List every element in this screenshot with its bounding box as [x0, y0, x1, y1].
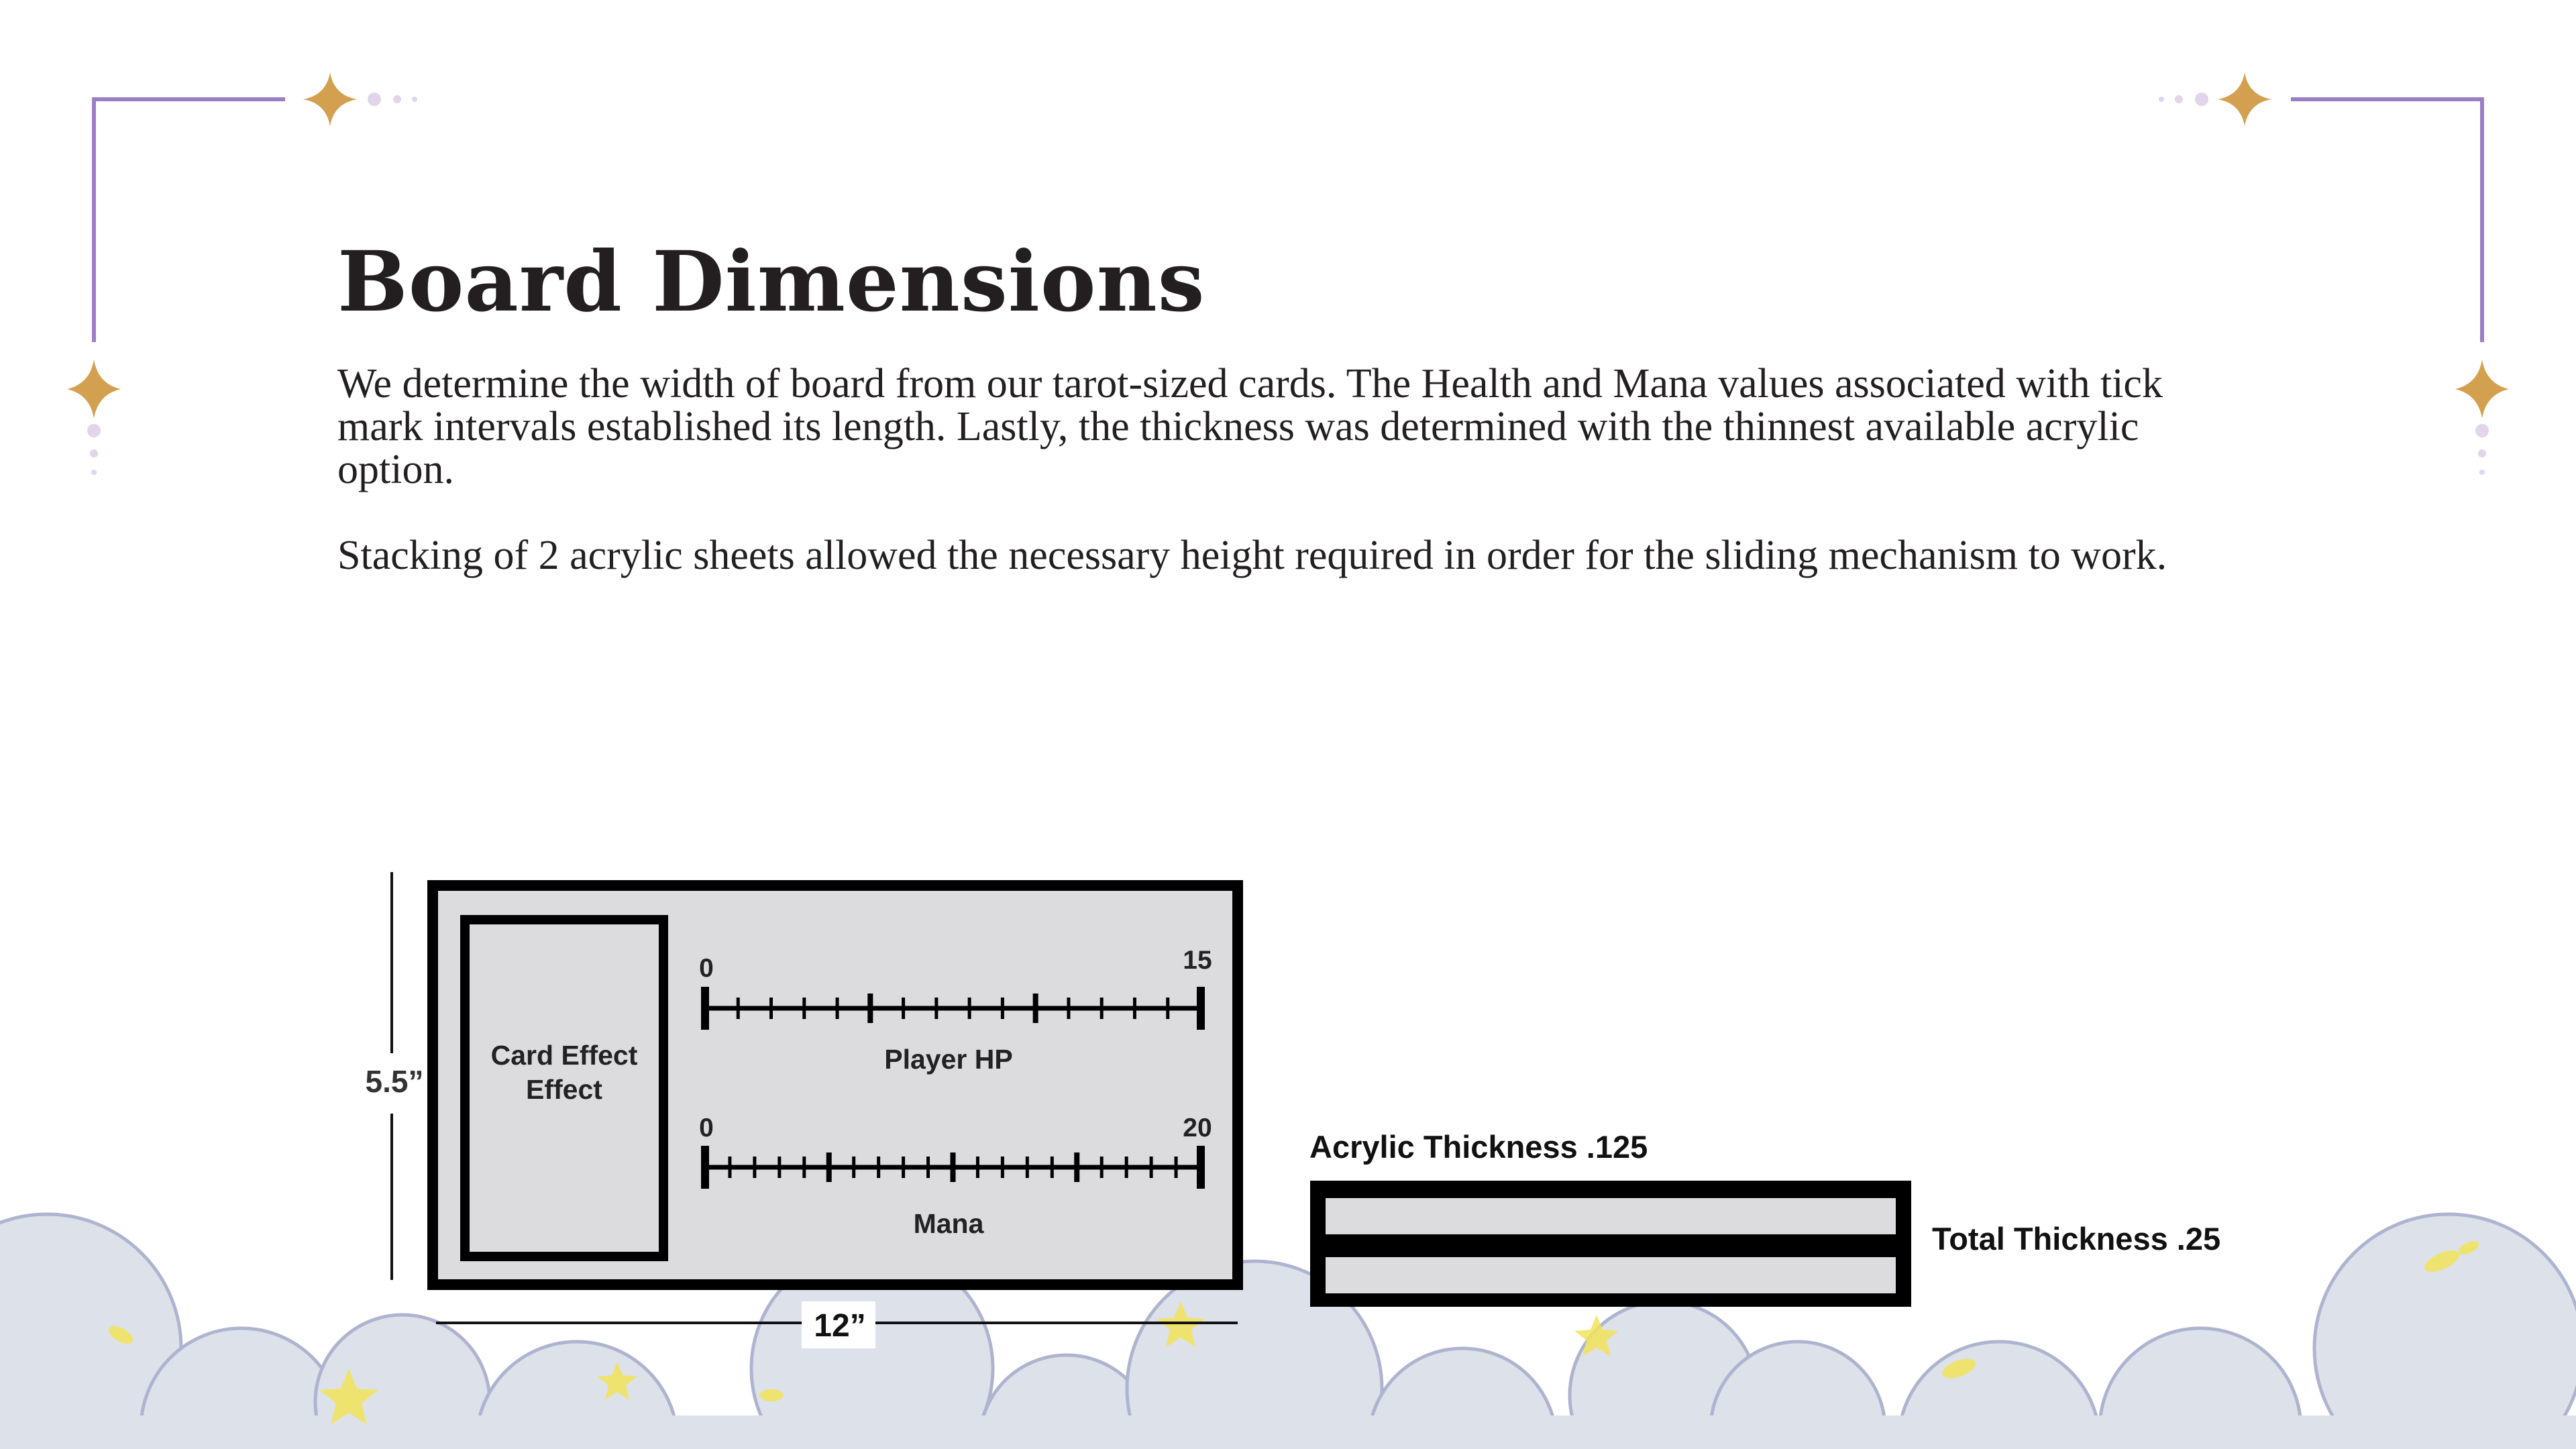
hp-track-label: Player HP [884, 1044, 1013, 1075]
card-slot-label: Card Effect [490, 1040, 638, 1071]
height-label: 5.5” [365, 1064, 424, 1099]
hp-max-label: 15 [1183, 946, 1212, 975]
total-thickness-label: Total Thickness .25 [1932, 1221, 2221, 1256]
page-title: Board Dimensions [337, 233, 1205, 331]
card-slot-label: Effect [526, 1074, 602, 1105]
description-paragraph: We determine the width of board from our tarot-sized cards. The Health and Mana values associated with tick mark intervals established its length. Lastly, the thickness was determined with the thinnest available acrylic option. [337, 361, 2163, 492]
mana-track-label: Mana [913, 1208, 984, 1239]
hp-min-label: 0 [699, 954, 714, 983]
width-label: 12” [814, 1308, 866, 1344]
acrylic-sheet-bottom [1326, 1257, 1896, 1293]
acrylic-sheet-top [1326, 1198, 1896, 1234]
acrylic-thickness-label: Acrylic Thickness .125 [1309, 1129, 1648, 1165]
mana-min-label: 0 [699, 1114, 714, 1142]
mana-max-label: 20 [1183, 1114, 1212, 1142]
description-paragraph: Stacking of 2 acrylic sheets allowed the necessary height required in order for the sliding mechanism to work. [337, 533, 2167, 578]
